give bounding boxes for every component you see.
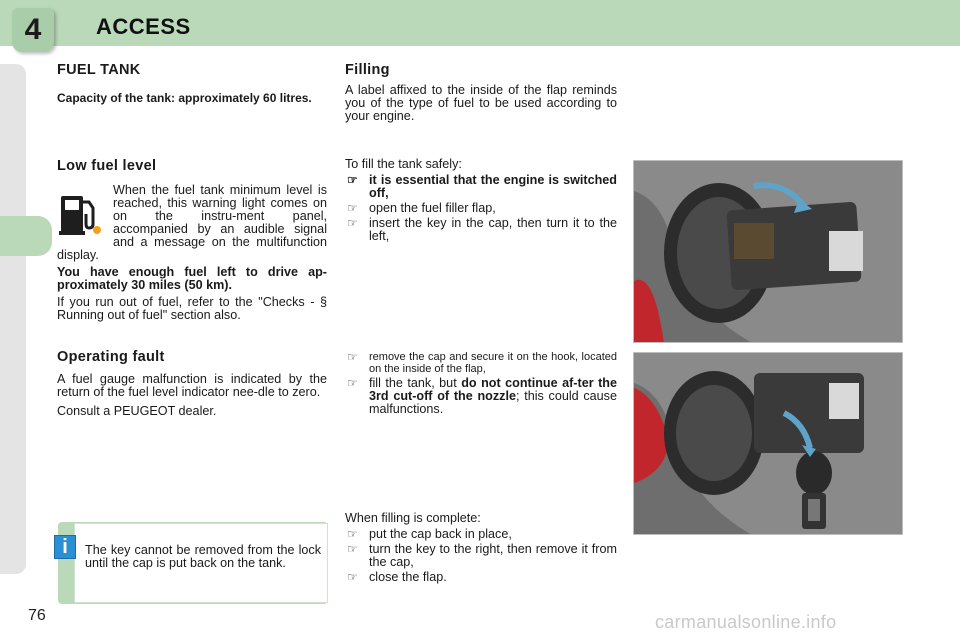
list-item — [345, 202, 617, 215]
pointing-hand-icon: ☞ — [347, 542, 358, 556]
filling-complete-text: When filling is complete: — [345, 511, 481, 525]
operating-fault-text-2: Consult a PEUGEOT dealer. — [57, 404, 217, 418]
pointing-hand-icon: ☞ — [347, 376, 358, 390]
fuel-cap-removed-photo — [633, 352, 903, 535]
step-text: put the cap back in place, — [369, 527, 512, 541]
capacity-text: Capacity of the tank: approximately 60 litres. — [57, 91, 312, 105]
steps-list-b — [345, 351, 617, 416]
step-text: fill the tank, but — [369, 376, 462, 390]
fuel-tank-section — [57, 62, 327, 105]
list-item — [345, 351, 617, 375]
info-box — [74, 523, 328, 603]
low-fuel-section — [57, 158, 327, 326]
steps-list-c — [345, 528, 617, 584]
chapter-title: ACCESS — [96, 14, 191, 39]
info-icon: i — [54, 535, 76, 559]
chapter-number: 4 — [24, 13, 42, 46]
pointing-hand-icon: ☞ — [347, 173, 358, 187]
watermark: carmanualsonline.info — [655, 612, 837, 632]
list-item — [345, 571, 617, 584]
steps-list-a — [345, 174, 617, 243]
filling-steps-end — [345, 512, 617, 586]
step-text: ; this could cause malfunctions. — [369, 389, 617, 416]
list-item — [345, 217, 617, 243]
list-item — [345, 174, 617, 200]
step-text: open the fuel filler flap, — [369, 201, 496, 215]
chapter-tab — [12, 8, 54, 52]
operating-fault-text-1: A fuel gauge malfunction is indicated by the return of the fuel level indicator nee-dle to zero. — [57, 372, 327, 399]
step-text: close the flap. — [369, 570, 447, 584]
list-item — [345, 377, 617, 416]
filling-section — [345, 62, 617, 123]
filling-intro: A label affixed to the inside of the flap reminds you of the type of fuel to be used according to your engine. — [345, 83, 617, 123]
filling-title: Filling — [345, 62, 390, 78]
filling-steps-start — [345, 158, 617, 245]
low-fuel-text-1: When the fuel tank minimum level is reached, this warning light comes on on the instru-ment panel, accompanied by an audible signal and a message on the multifunction display. — [57, 183, 327, 262]
pointing-hand-icon: ☞ — [347, 527, 358, 541]
step-text-bold: do not continue af-ter the 3rd cut-off of the nozzle — [369, 376, 617, 403]
list-item — [345, 528, 617, 541]
operating-fault-title: Operating fault — [57, 349, 165, 365]
step-text: insert the key in the cap, then turn it to the left, — [369, 216, 617, 243]
fuel-cap-key-photo — [633, 160, 903, 343]
operating-fault-section — [57, 349, 327, 424]
pointing-hand-icon: ☞ — [347, 350, 358, 364]
info-text: The key cannot be removed from the lock until the cap is put back on the tank. — [85, 543, 321, 570]
side-bar — [0, 64, 26, 574]
list-item — [345, 543, 617, 569]
side-bar-active-marker — [0, 216, 52, 256]
step-text: it is essential that the engine is switched off, — [369, 173, 617, 200]
low-fuel-text-3: If you run out of fuel, refer to the "Checks - § Running out of fuel" section also. — [57, 295, 327, 322]
fuel-tank-title: FUEL TANK — [57, 62, 141, 78]
pointing-hand-icon: ☞ — [347, 216, 358, 230]
step-text: turn the key to the right, then remove it from the cap, — [369, 542, 617, 569]
low-fuel-title: Low fuel level — [57, 158, 157, 174]
pointing-hand-icon: ☞ — [347, 201, 358, 215]
filling-steps-middle — [345, 351, 617, 418]
page-number: 76 — [28, 607, 46, 624]
pointing-hand-icon: ☞ — [347, 570, 358, 584]
low-fuel-text-2: You have enough fuel left to drive ap-proximately 30 miles (50 km). — [57, 265, 327, 292]
fuel-pump-icon — [57, 188, 105, 238]
step-text: remove the cap and secure it on the hook, located on the inside of the flap, — [369, 351, 617, 375]
fill-safely-text: To fill the tank safely: — [345, 157, 462, 171]
